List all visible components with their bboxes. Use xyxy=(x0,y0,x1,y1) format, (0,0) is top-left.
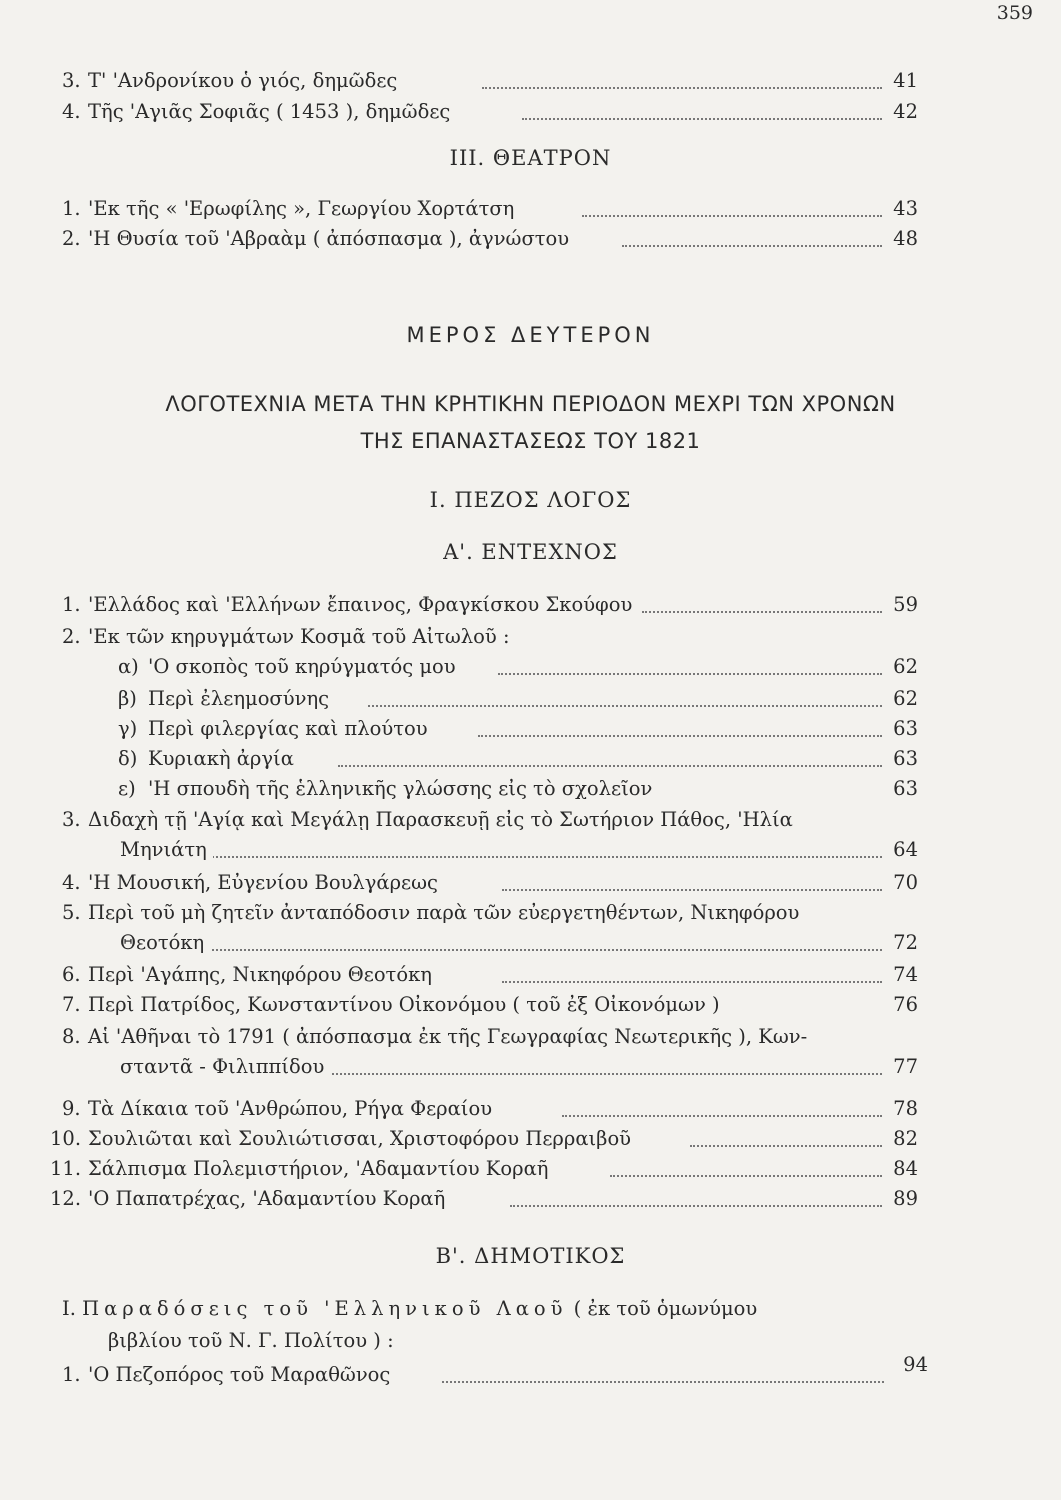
toc-entry: 1. 'Ελλάδος καὶ 'Ελλήνων ἔπαινος, Φραγκίσκου Σκούφου 59 xyxy=(62,590,918,620)
part-subtitle-line2: ΤΗΣ ΕΠΑΝΑΣΤΑΣΕΩΣ ΤΟΥ 1821 xyxy=(360,429,701,453)
toc-sub-entry: β) Περὶ ἐλεημοσύνης 62 xyxy=(118,684,918,714)
folk-num: Ι. xyxy=(62,1297,76,1320)
toc-entry: 8. Αἱ 'Αθῆναι τὸ 1791 ( ἀπόσπασμα ἐκ τῆς Γεωγραφίας Νεωτερικῆς ), Κων- xyxy=(62,1022,918,1052)
folk-title: Παραδόσεις τοῦ 'Ελληνικοῦ Λαοῦ xyxy=(82,1297,568,1320)
subsection-heading-artistic: Α'. ΕΝΤΕΧΝΟΣ xyxy=(443,540,618,564)
folk-source-line1 xyxy=(62,1294,757,1324)
toc-entry: 10. Σουλιῶται καὶ Σουλιώτισσαι, Χριστοφόρου Περραιβοῦ 82 xyxy=(50,1124,918,1154)
page-number: 359 xyxy=(996,2,1033,24)
toc-sub-entry: δ) Κυριακὴ ἀργία 63 xyxy=(118,744,918,774)
part-subtitle-line1: ΛΟΓΟΤΕΧΝΙΑ ΜΕΤΑ ΤΗΝ ΚΡΗΤΙΚΗΝ ΠΕΡΙΟΔΟΝ ΜΕΧΡΙ ΤΩΝ ΧΡΟΝΩΝ xyxy=(165,392,896,416)
section-heading-prose: Ι. ΠΕΖΟΣ ΛΟΓΟΣ xyxy=(429,488,632,512)
toc-entry-continuation: σταντᾶ - Φιλιππίδου 77 xyxy=(62,1052,918,1082)
toc-entry: 7. Περὶ Πατρίδος, Κωνσταντίνου Οἰκονόμου ( τοῦ ἐξ Οἰκονόμων ) 76 xyxy=(62,990,918,1020)
toc-entry-continuation: Μηνιάτη 64 xyxy=(62,835,918,865)
toc-entry: 3. Διδαχὴ τῇ 'Αγίᾳ καὶ Μεγάλῃ Παρασκευῇ εἰς τὸ Σωτήριον Πάθος, 'Ηλία xyxy=(62,805,918,835)
toc-entry: 9. Τὰ Δίκαια τοῦ 'Ανθρώπου, Ρήγα Φεραίου 78 xyxy=(62,1094,918,1124)
toc-entry: 5. Περὶ τοῦ μὴ ζητεῖν ἀνταπόδοσιν παρὰ τῶν εὐεργετηθέντων, Νικηφόρου xyxy=(62,898,918,928)
toc-sub-entry: γ) Περὶ φιλεργίας καὶ πλούτου 63 xyxy=(118,714,918,744)
part-title: ΜΕΡΟΣ ΔΕΥΤΕΡΟΝ xyxy=(406,323,655,347)
toc-sub-entry: α) 'Ο σκοπὸς τοῦ κηρύγματός μου 62 xyxy=(118,652,918,682)
toc-entry: 3. Τ' 'Ανδρονίκου ὁ γιός, δημῶδες 41 xyxy=(62,66,918,96)
toc-entry: 2. 'Η Θυσία τοῦ 'Αβραὰμ ( ἀπόσπασμα ), ἀγνώστου 48 xyxy=(62,224,918,254)
toc-entry: 1. 'Ο Πεζοπόρος τοῦ Μαραθῶνος 94 xyxy=(62,1360,928,1390)
toc-sub-entry: ε) 'Η σπουδὴ τῆς ἑλληνικῆς γλώσσης εἰς τὸ σχολεῖον 63 xyxy=(118,774,918,804)
section-heading-theatre: ΙΙΙ. ΘΕΑΤΡΟΝ xyxy=(449,146,612,170)
toc-entry: 6. Περὶ 'Αγάπης, Νικηφόρου Θεοτόκη 74 xyxy=(62,960,918,990)
toc-entry: 11. Σάλπισμα Πολεμιστήριον, 'Αδαμαντίου Κοραῆ 84 xyxy=(50,1154,918,1184)
toc-entry: 12. 'Ο Παπατρέχας, 'Αδαμαντίου Κοραῆ 89 xyxy=(50,1184,918,1214)
toc-entry-continuation: Θεοτόκη 72 xyxy=(62,928,918,958)
toc-entry: 2. 'Εκ τῶν κηρυγμάτων Κοσμᾶ τοῦ Αἰτωλοῦ : xyxy=(62,622,918,652)
toc-entry: 1. 'Εκ τῆς « 'Ερωφίλης », Γεωργίου Χορτάτση 43 xyxy=(62,194,918,224)
folk-source: ( ἐκ τοῦ ὁμωνύμου xyxy=(567,1297,758,1320)
toc-entry: 4. 'Η Μουσική, Εὐγενίου Βουλγάρεως 70 xyxy=(62,868,918,898)
subsection-heading-folk: Β'. ΔΗΜΟΤΙΚΟΣ xyxy=(435,1244,626,1268)
toc-entry: 4. Τῆς 'Αγιᾶς Σοφιᾶς ( 1453 ), δημῶδες 42 xyxy=(62,97,918,127)
folk-source-line2: βιβλίου τοῦ Ν. Γ. Πολίτου ) : xyxy=(108,1329,394,1352)
